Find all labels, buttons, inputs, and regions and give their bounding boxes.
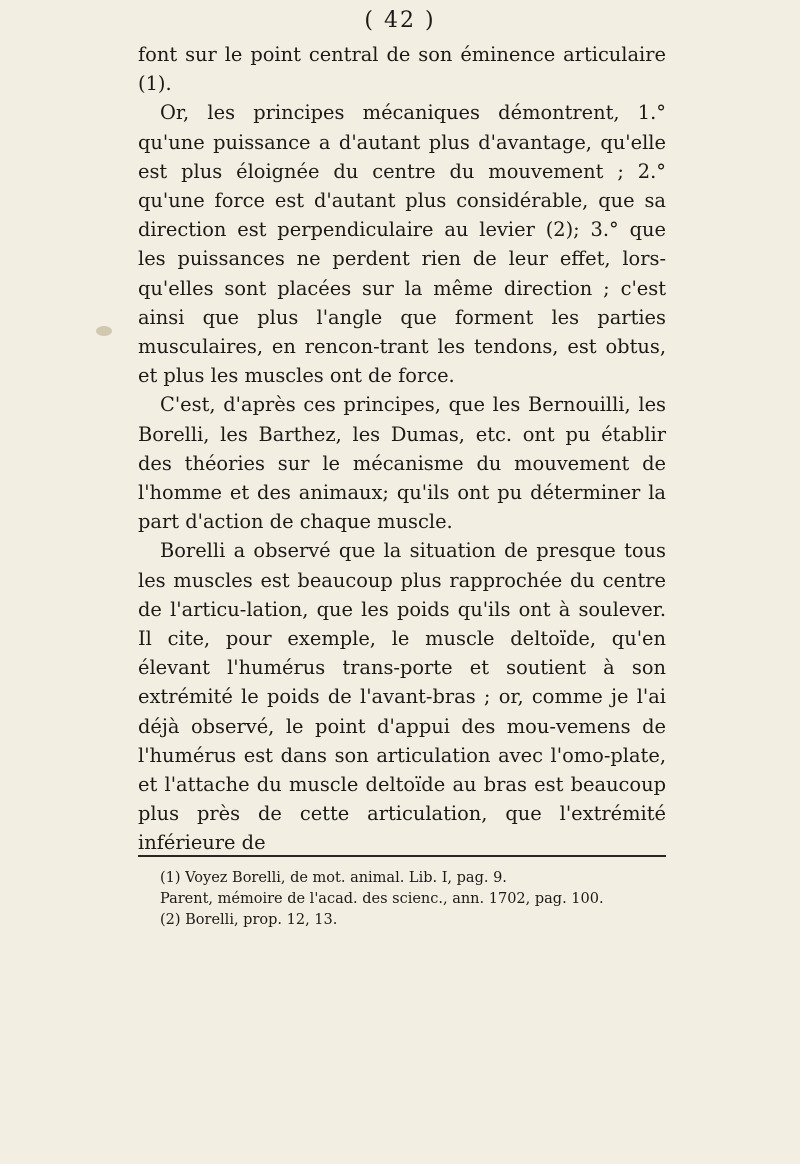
footnote-1-continued: Parent, mémoire de l'acad. des scienc., ann. 1702, pag. 100. [160,891,604,907]
paragraph-2: Or, les principes mécaniques démontrent, 1.° qu'une puissance a d'autant plus d'avantage, qu'elle est plus éloignée du centre du mouvement ; 2.° qu'une force est d'autant plus considérable, que sa direction est perpendiculaire au levier (2); 3.° que les puissances ne perdent rien de leur effet, lors-qu'elles sont placées sur la même direction ; c'est ainsi que plus l'angle que forment les parties musculaires, en rencon-trant les tendons, est obtus, et plus les muscles ont de force. [138,101,666,388]
page-number: ( 42 ) [364,8,436,33]
body-text [138,40,666,858]
footnote-1: (1) Voyez Borelli, de mot. animal. Lib. I, pag. 9. [160,870,507,886]
paragraph-3: C'est, d'après ces principes, que les Bernouilli, les Borelli, les Barthez, les Dumas, etc. ont pu établir des théories sur le mécanisme du mouvement de l'homme et des animaux; qu'ils ont pu déterminer la part d'action de chaque muscle. [138,393,666,534]
footnotes [138,868,666,931]
paragraph-4: Borelli a observé que la situation de presque tous les muscles est beaucoup plus rapprochée du centre de l'articu-lation, que les poids qu'ils ont à soulever. Il cite, pour exemple, le muscle deltoïde, qu'en élevant l'humérus trans-porte et soutient à son extrémité le poids de l'avant-bras ; or, comme je l'ai déjà observé, le point d'appui des mou-vemens de l'humérus est dans son articulation avec l'omo-plate, et l'attache du muscle deltoïde au bras est beaucoup plus près de cette articulation, que l'extrémité inférieure de [138,539,666,855]
footnote-2: (2) Borelli, prop. 12, 13. [160,912,338,928]
ink-stain [96,326,112,336]
paragraph-1: font sur le point central de son éminence articulaire (1). [138,43,666,96]
footnote-divider [138,855,666,857]
